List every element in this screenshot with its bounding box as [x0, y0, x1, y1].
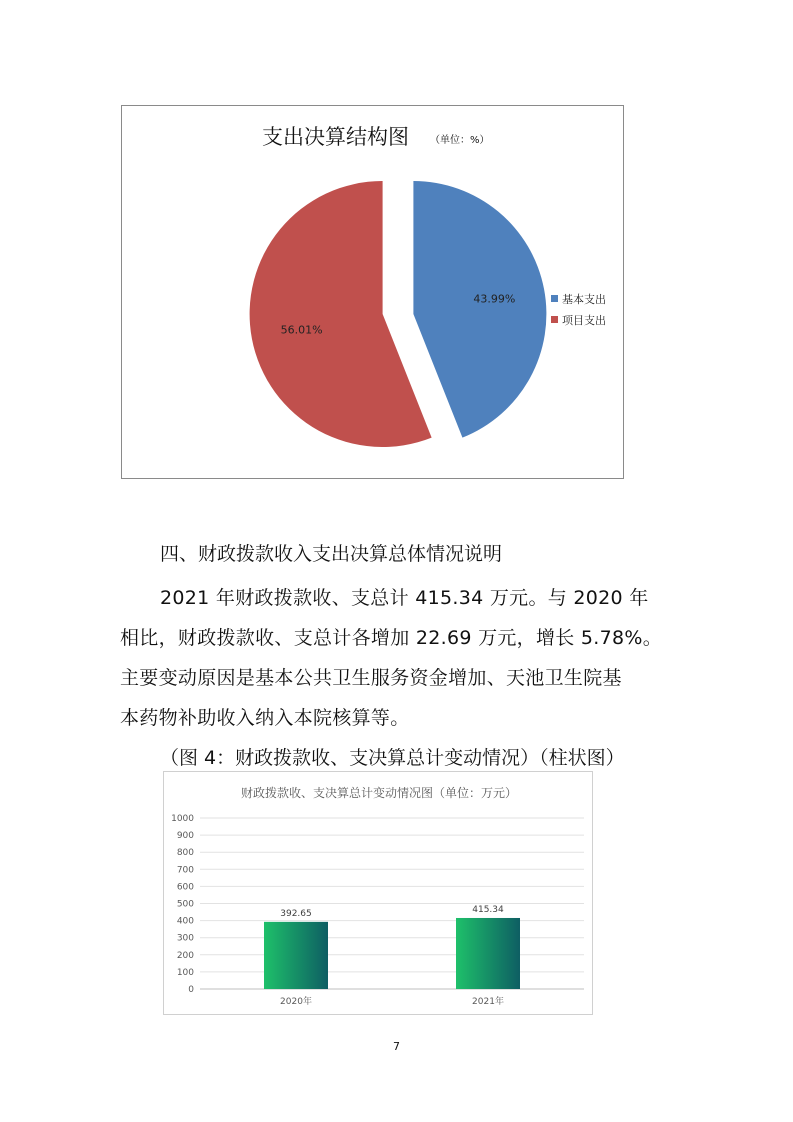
pie-data-label: 43.99% [473, 292, 516, 306]
pie-chart [122, 106, 625, 480]
bar-chart-frame [163, 771, 593, 1015]
y-tick-label: 800 [176, 848, 194, 859]
figure-caption: （图 4：财政拨款收、支决算总计变动情况）（柱状图） [160, 747, 625, 769]
paragraph-line: 2021 年财政拨款收、支总计 415.34 万元。与 2020 年 [160, 587, 649, 609]
bar-2021年 [456, 918, 520, 989]
pie-chart-frame [121, 105, 624, 479]
legend-label-project: 项目支出 [562, 314, 606, 327]
page-number: 7 [393, 1040, 400, 1053]
paragraph-line: 相比，财政拨款收、支总计各增加 22.69 万元，增长 5.78%。 [120, 627, 663, 649]
legend-label-basic: 基本支出 [562, 293, 606, 306]
y-tick-label: 700 [176, 865, 194, 876]
legend-swatch-basic [551, 295, 558, 302]
y-tick-label: 1000 [171, 814, 194, 824]
y-tick-label: 200 [176, 950, 194, 961]
pie-slice-project [250, 181, 432, 447]
pie-slice-basic [413, 181, 546, 438]
y-tick-label: 300 [176, 933, 194, 944]
body-paragraph [120, 578, 680, 738]
bar-2020年 [264, 922, 328, 989]
paragraph-line: 主要变动原因是基本公共卫生服务资金增加、天池卫生院基 [120, 667, 622, 689]
legend-swatch-project [551, 316, 558, 323]
y-tick-label: 600 [176, 882, 194, 893]
y-tick-label: 100 [176, 967, 194, 978]
y-tick-label: 900 [176, 831, 194, 842]
paragraph-line: 本药物补助收入纳入本院核算等。 [120, 707, 410, 729]
pie-data-label: 56.01% [280, 323, 323, 337]
section-heading: 四、财政拨款收入支出决算总体情况说明 [160, 543, 503, 565]
y-tick-label: 500 [176, 899, 194, 910]
pie-chart-title: 支出决算结构图 [262, 125, 409, 149]
y-tick-label: 0 [188, 985, 194, 995]
bar-data-label: 415.34 [472, 904, 504, 915]
x-tick-label: 2021年 [472, 997, 504, 1007]
y-tick-label: 400 [176, 916, 194, 927]
pie-chart-subtitle: （单位：%） [430, 135, 490, 146]
bar-chart-title: 财政拨款收、支决算总计变动情况图（单位：万元） [240, 786, 518, 800]
bar-chart [164, 772, 594, 1016]
x-tick-label: 2020年 [280, 997, 312, 1007]
bar-data-label: 392.65 [280, 908, 312, 919]
